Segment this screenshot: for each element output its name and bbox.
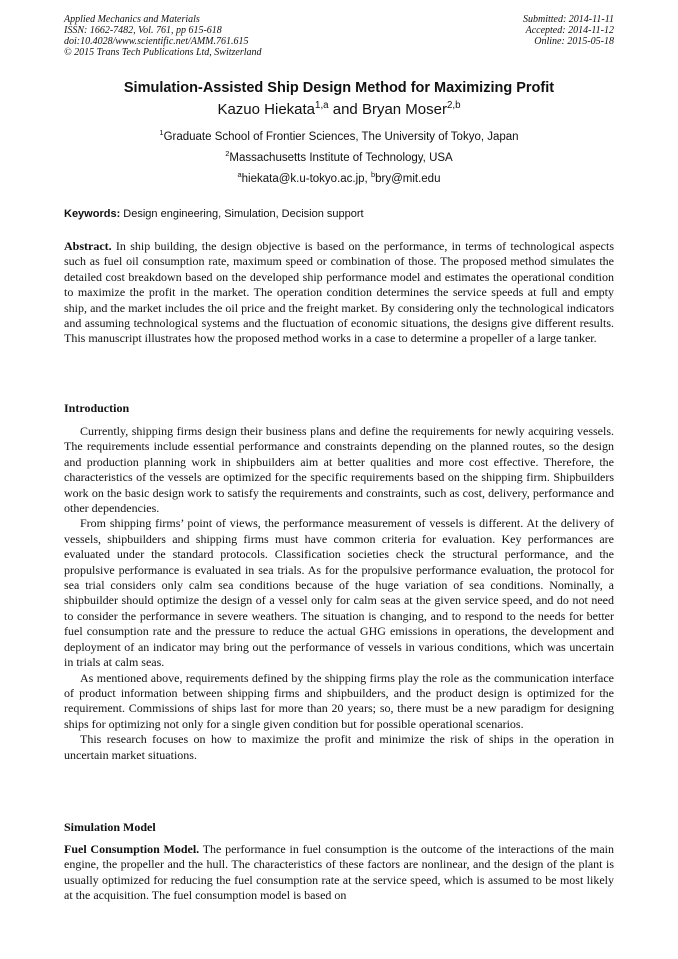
online-date: Online: 2015-05-18 bbox=[534, 36, 614, 47]
affiliation-2-text: Massachusetts Institute of Technology, USA bbox=[229, 152, 453, 164]
abstract bbox=[64, 239, 614, 347]
submission-dates bbox=[523, 14, 614, 47]
email-a[interactable]: hiekata@k.u-tokyo.ac.jp, bbox=[241, 173, 371, 185]
issn-line: ISSN: 1662-7482, Vol. 761, pp 615-618 bbox=[64, 25, 222, 36]
author-1-affiliation: 1,a bbox=[315, 100, 329, 111]
fuel-model-text: The performance in fuel consumption is the outcome of the interactions of the main engine, the propeller and the hull. The characteristics of these factors are nonlinear, and the design of the plant is usually optimized for reducing the fuel consumption rate at the service speed, which is assumed to be most likely at the acquisition. The fuel consumption model is based on bbox=[64, 842, 614, 903]
simulation-model-body bbox=[64, 842, 614, 904]
submitted-date: Submitted: 2014-11-11 bbox=[522, 14, 614, 25]
intro-paragraph-4: This research focuses on how to maximize the profit and minimize the risk of ships in the operation in uncertain market situations. bbox=[64, 732, 614, 762]
affiliation-1-text: Graduate School of Frontier Sciences, The University of Tokyo, Japan bbox=[163, 131, 519, 143]
keywords-label: Keywords: bbox=[64, 208, 121, 220]
introduction-body bbox=[64, 424, 614, 763]
author-line bbox=[0, 101, 678, 118]
journal-info bbox=[64, 14, 262, 58]
email-a-marker: a bbox=[237, 170, 242, 180]
keywords bbox=[64, 208, 614, 220]
affiliation-1 bbox=[0, 128, 678, 143]
fuel-model-label: Fuel Consumption Model. bbox=[64, 842, 200, 856]
simulation-model-heading: Simulation Model bbox=[64, 820, 156, 834]
author-conjunction: and bbox=[328, 101, 362, 118]
email-b[interactable]: bry@mit.edu bbox=[375, 173, 441, 185]
affiliation-2 bbox=[0, 149, 678, 164]
abstract-text: In ship building, the design objective is based on the performance, in terms of technological aspects such as fuel oil consumption rate, maximum speed or combination of those. The proposed method simulates the detailed cost breakdown based on the developed ship performance model and estimates the operational condition to maximize the profit in the market. The operation condition determines the service speeds at full and empty ship, and the market includes the oil price and the freight market. By considering only the technological indicators and assuming technological systems and the fluctuation of economic situations, the designs give different results. This manuscript illustrates how the proposed method works in a case to determine a propeller of a large tanker. bbox=[64, 239, 614, 346]
author-2: Bryan Moser bbox=[361, 101, 447, 118]
journal-name: Applied Mechanics and Materials bbox=[64, 14, 200, 25]
intro-paragraph-1: Currently, shipping firms design their business plans and define the requirements for newly acquiring vessels. The requirements include essential performance and constraints depending on the planned routes, so the design and production planning work in shipbuilders aim at better qualities and more cost effective. Therefore, the characteristics of the vessels are optimized for the specific requirements based on the shipping firm. Shipbuilders work on the basic design work to satisfy the requirements and constraints, such as cost, delivery, performance and other dependencies. bbox=[64, 424, 614, 516]
affiliation-2-marker: 2 bbox=[225, 149, 230, 159]
accepted-date: Accepted: 2014-11-12 bbox=[525, 25, 614, 36]
email-b-marker: b bbox=[370, 170, 376, 180]
intro-paragraph-2: From shipping firms’ point of views, the performance measurement of vessels is different. At the delivery of vessels, shipbuilders and shipping firms must have common criteria for evaluation. Key performances are evaluated under the standard protocols. Classification societies check the structural performance, and the propulsive performance is evaluated in sea trials. As for the propulsive performance evaluation, the protocol for sea trial considers only calm sea conditions because of the huge variation of sea conditions. Nominally, a shipbuilder should optimize the design of a vessel only for calm seas at the given service speed, and do not need to consider the performance in severe weathers. The situation is changing, and to respond to the needs for better fuel consumption rate and the pressure to reduce the actual GHG emissions in operations, the development and deployment of an indicator may bring out the performance of vessels in various conditions, which was uncertain in trials at calm seas. bbox=[64, 516, 614, 670]
abstract-label: Abstract. bbox=[64, 239, 112, 253]
affiliation-1-marker: 1 bbox=[159, 128, 164, 138]
introduction-heading: Introduction bbox=[64, 401, 130, 415]
email-line bbox=[0, 170, 678, 185]
author-1: Kazuo Hiekata bbox=[217, 101, 316, 118]
keywords-text: Design engineering, Simulation, Decision support bbox=[120, 208, 364, 220]
intro-paragraph-3: As mentioned above, requirements defined by the shipping firms play the role as the communication interface of product information between shipping firms and shipbuilders, and the product design is optimized for the requirement. Commissions of ships last for more than 20 years; so, there must be a new paradigm for designing ships for optimizing not only for a single given condition but for possible operational scenarios. bbox=[64, 670, 614, 731]
doi-line[interactable]: doi:10.4028/www.scientific.net/AMM.761.615 bbox=[64, 36, 249, 47]
author-2-affiliation: 2,b bbox=[446, 100, 461, 111]
paper-title: Simulation-Assisted Ship Design Method for Maximizing Profit bbox=[123, 80, 555, 96]
copyright-line: © 2015 Trans Tech Publications Ltd, Switzerland bbox=[64, 47, 262, 58]
